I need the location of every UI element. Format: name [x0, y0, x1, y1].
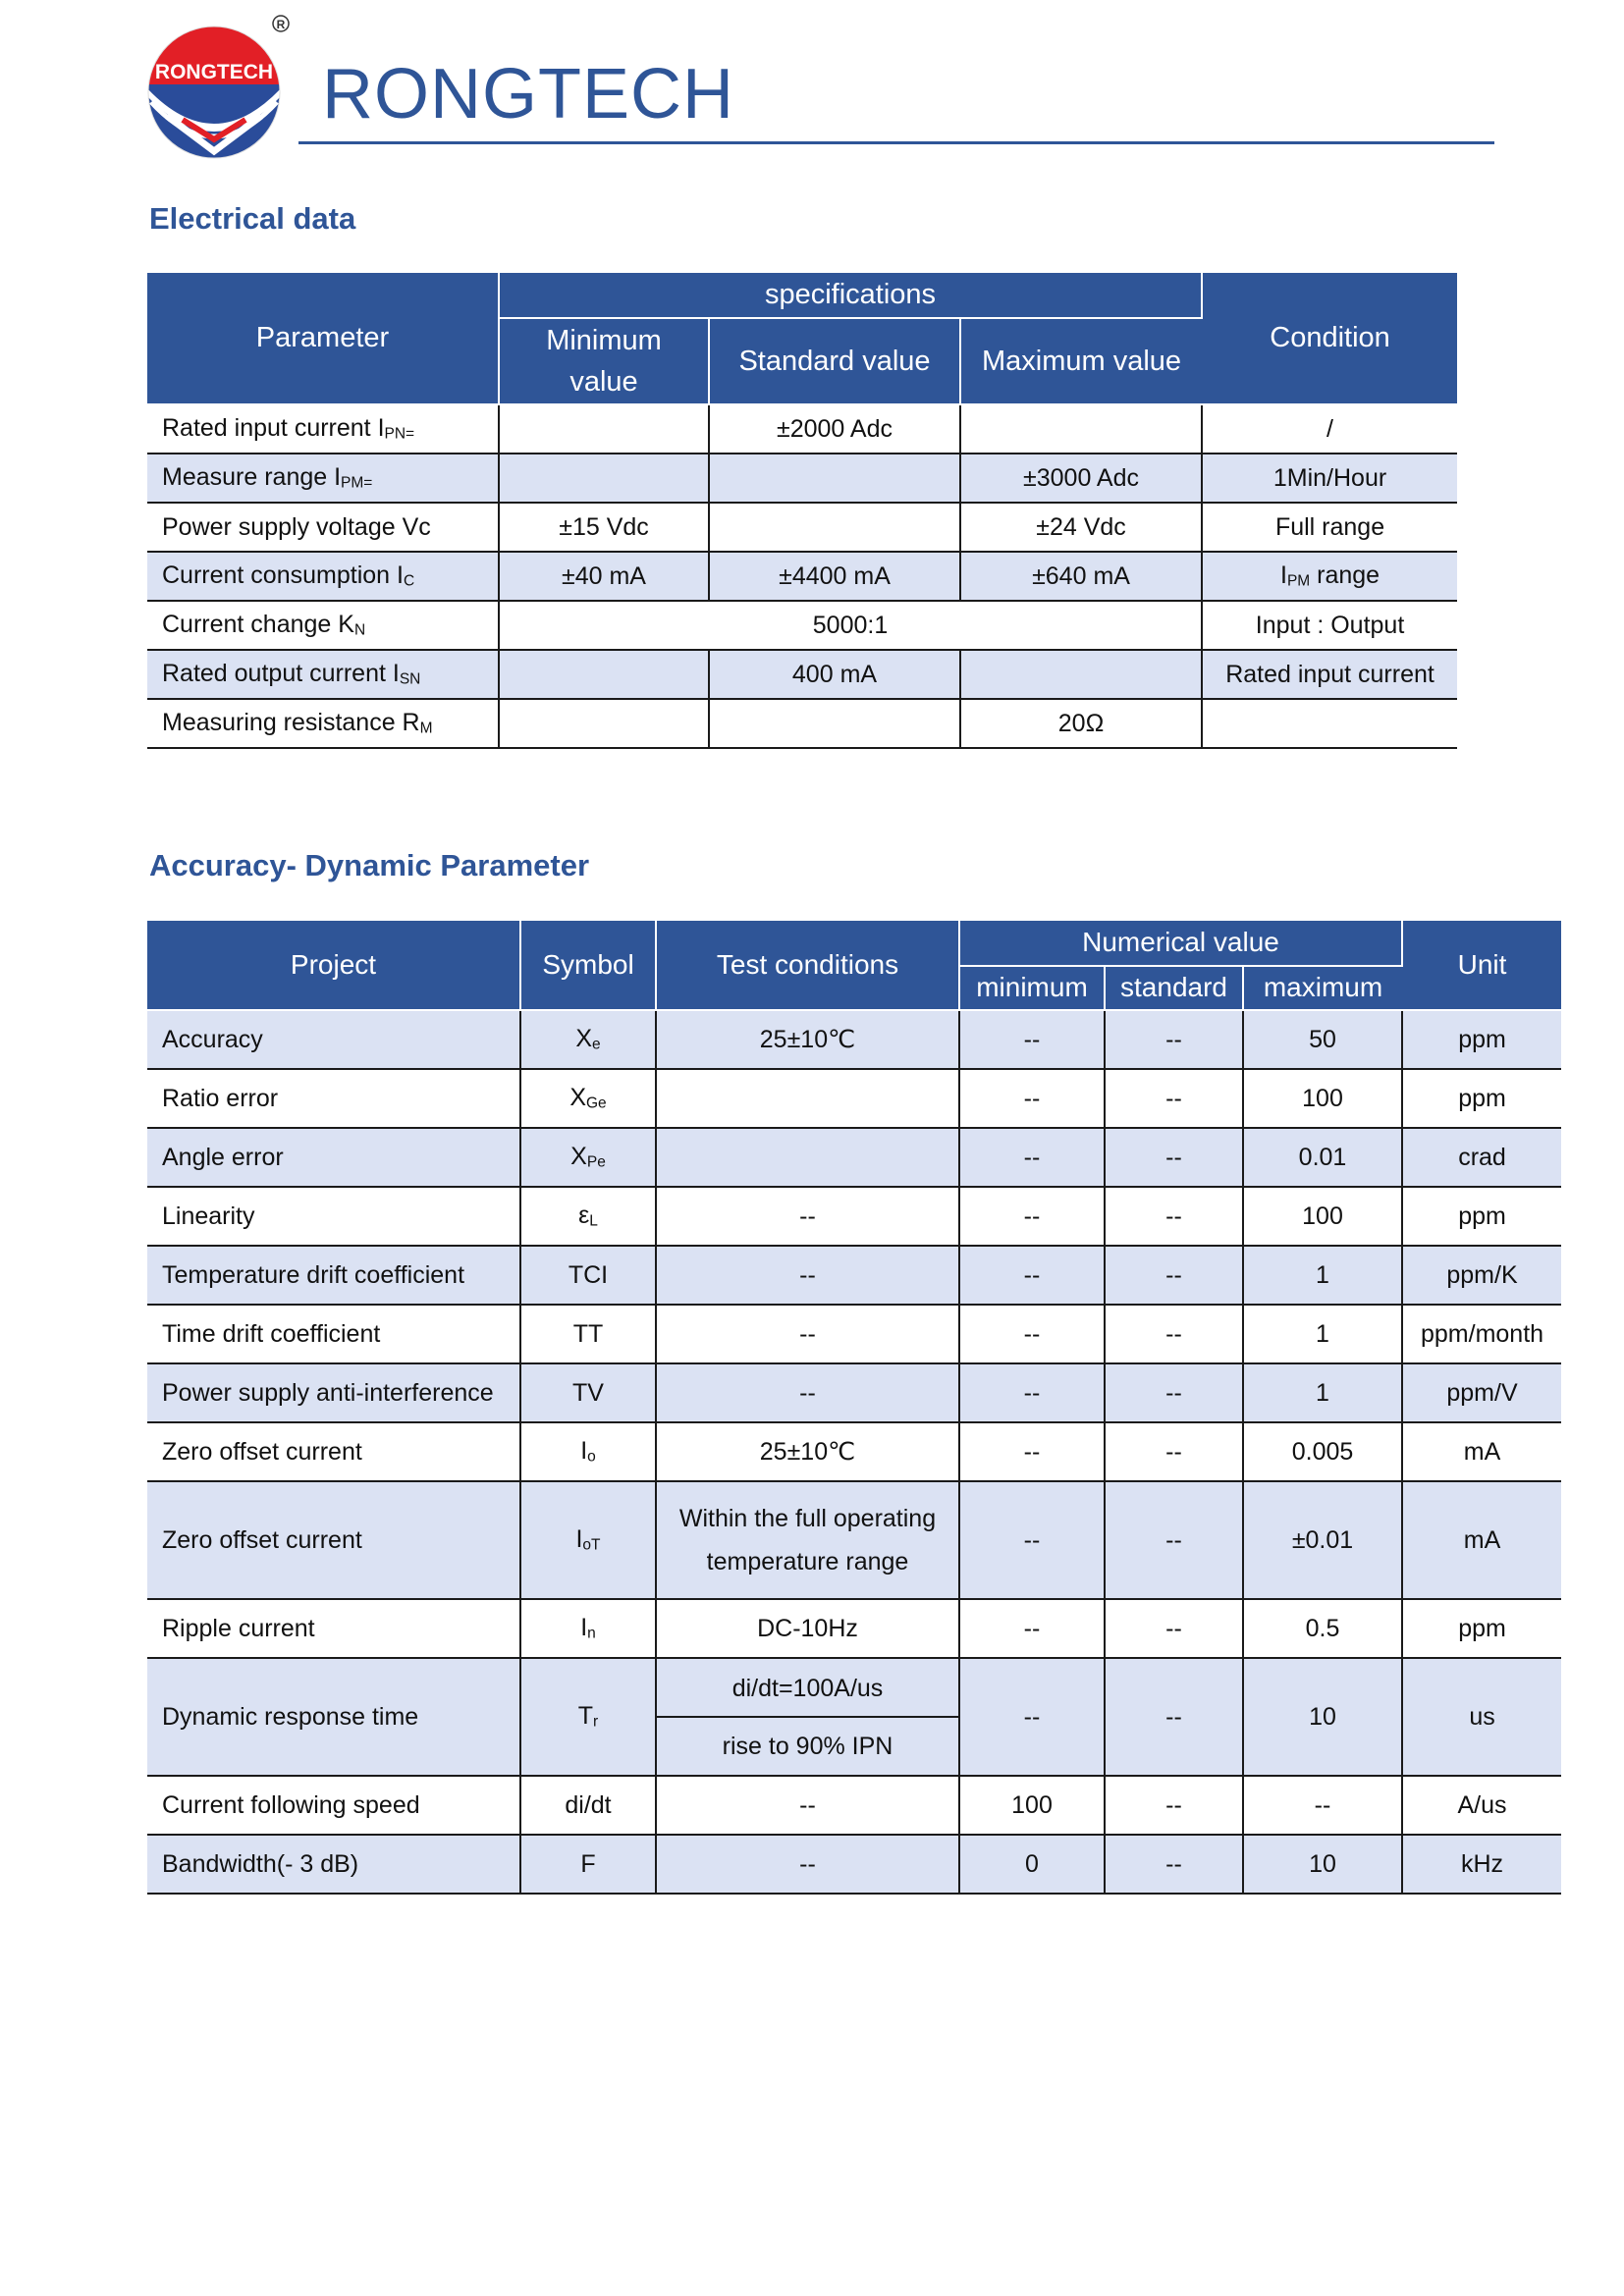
std-cell: --: [1105, 1128, 1243, 1187]
min-cell: --: [959, 1069, 1105, 1128]
max-cell: --: [1243, 1776, 1402, 1835]
condition-cell: [656, 1658, 959, 1776]
parameter-name: Current change K: [162, 611, 354, 639]
table-row: [147, 601, 1457, 650]
parameter-name: Power supply voltage Vc: [162, 512, 431, 541]
max-cell: 100: [1243, 1187, 1402, 1246]
max-cell: 10: [1243, 1835, 1402, 1894]
symbol-main: X: [575, 1025, 593, 1053]
header-maximum-value: Maximum value: [960, 318, 1202, 404]
condition-text: range: [1310, 561, 1380, 590]
symbol-main: ε: [578, 1201, 590, 1230]
std-cell: --: [1105, 1481, 1243, 1599]
symbol-cell: [520, 1128, 656, 1187]
max-cell: ±3000 Adc: [960, 454, 1202, 503]
condition-cell: --: [656, 1835, 959, 1894]
parameter-cell: [147, 699, 499, 748]
header-condition: Condition: [1202, 273, 1457, 404]
accuracy-dynamic-table: [147, 921, 1561, 1895]
std-cell: --: [1105, 1305, 1243, 1363]
electrical-data-title: Electrical data: [149, 201, 356, 236]
company-logo: [143, 14, 293, 159]
max-cell: 1: [1243, 1246, 1402, 1305]
min-cell: --: [959, 1422, 1105, 1481]
condition-cell: 25±10℃: [656, 1422, 959, 1481]
parameter-cell: [147, 404, 499, 454]
symbol-main: I: [580, 1437, 588, 1466]
std-cell: 400 mA: [709, 650, 960, 699]
max-cell: 1: [1243, 1363, 1402, 1422]
condition-cell: --: [656, 1246, 959, 1305]
min-cell: --: [959, 1599, 1105, 1658]
condition-symbol: I: [1279, 561, 1287, 590]
min-cell: --: [959, 1187, 1105, 1246]
symbol-main: I: [575, 1525, 583, 1554]
project-cell: Ratio error: [147, 1069, 520, 1128]
table-row: [147, 1481, 1561, 1599]
max-cell: 10: [1243, 1658, 1402, 1776]
std-cell: --: [1105, 1658, 1243, 1776]
table-row: [147, 1069, 1561, 1128]
unit-cell: ppm: [1402, 1187, 1561, 1246]
svg-text:RONGTECH: RONGTECH: [154, 61, 274, 83]
min-cell: --: [959, 1246, 1105, 1305]
std-cell: --: [1105, 1246, 1243, 1305]
header-specifications: specifications: [499, 273, 1202, 318]
symbol-cell: TT: [520, 1305, 656, 1363]
condition-cell: --: [656, 1305, 959, 1363]
merged-value-cell: 5000:1: [499, 601, 1202, 650]
parameter-name: Rated output current I: [162, 660, 400, 688]
symbol-main: T: [577, 1702, 594, 1731]
unit-cell: ppm/K: [1402, 1246, 1561, 1305]
max-cell: 100: [1243, 1069, 1402, 1128]
unit-cell: ppm/month: [1402, 1305, 1561, 1363]
condition-top: di/dt=100A/us: [657, 1659, 958, 1718]
project-cell: Bandwidth(- 3 dB): [147, 1835, 520, 1894]
unit-cell: ppm: [1402, 1069, 1561, 1128]
symbol-subscript: Pe: [586, 1153, 606, 1171]
std-cell: --: [1105, 1069, 1243, 1128]
table-row: [147, 404, 1457, 454]
min-cell: [499, 650, 709, 699]
max-cell: [960, 650, 1202, 699]
symbol-main: X: [569, 1084, 586, 1112]
header-divider: [298, 141, 1494, 144]
unit-cell: kHz: [1402, 1835, 1561, 1894]
min-cell: --: [959, 1010, 1105, 1069]
symbol-cell: F: [520, 1835, 656, 1894]
unit-cell: ppm: [1402, 1010, 1561, 1069]
symbol-cell: TV: [520, 1363, 656, 1422]
min-cell: [499, 699, 709, 748]
symbol-subscript: L: [589, 1212, 598, 1230]
condition-cell: [656, 1481, 959, 1599]
table-row: [147, 1599, 1561, 1658]
std-cell: --: [1105, 1776, 1243, 1835]
parameter-subscript: M: [419, 720, 433, 737]
parameter-cell: [147, 454, 499, 503]
header-parameter: Parameter: [147, 273, 499, 404]
table-row: [147, 552, 1457, 601]
table-row: [147, 503, 1457, 552]
header-unit: Unit: [1402, 921, 1561, 1010]
parameter-subscript: PN=: [384, 425, 415, 443]
symbol-main: I: [580, 1614, 588, 1642]
condition-cell: [656, 1069, 959, 1128]
header-symbol: Symbol: [520, 921, 656, 1010]
condition-cell: [656, 1128, 959, 1187]
table-row: [147, 650, 1457, 699]
table-row: [147, 699, 1457, 748]
min-cell: [499, 454, 709, 503]
max-cell: ±640 mA: [960, 552, 1202, 601]
parameter-name: Measuring resistance R: [162, 709, 420, 737]
symbol-subscript: r: [593, 1713, 599, 1731]
min-cell: 0: [959, 1835, 1105, 1894]
std-cell: --: [1105, 1187, 1243, 1246]
condition-cell: --: [656, 1776, 959, 1835]
max-cell: [960, 404, 1202, 454]
unit-cell: mA: [1402, 1422, 1561, 1481]
table-row: [147, 1422, 1561, 1481]
condition-cell: Full range: [1202, 503, 1457, 552]
svg-text:R: R: [276, 18, 286, 31]
project-cell: Accuracy: [147, 1010, 520, 1069]
min-cell: ±40 mA: [499, 552, 709, 601]
header-numerical-value: Numerical value: [959, 921, 1402, 966]
accuracy-dynamic-title: Accuracy- Dynamic Parameter: [149, 848, 590, 882]
unit-cell: mA: [1402, 1481, 1561, 1599]
min-cell: --: [959, 1363, 1105, 1422]
header-minimum: minimum: [959, 966, 1105, 1010]
table-row: [147, 1128, 1561, 1187]
std-cell: --: [1105, 1422, 1243, 1481]
table-row: [147, 1776, 1561, 1835]
unit-cell: ppm/V: [1402, 1363, 1561, 1422]
symbol-cell: [520, 1599, 656, 1658]
condition-bottom: rise to 90% IPN: [722, 1733, 893, 1760]
symbol-subscript: Ge: [586, 1095, 607, 1112]
parameter-subscript: PM=: [341, 474, 373, 492]
max-cell: ±0.01: [1243, 1481, 1402, 1599]
brand-name: RONGTECH: [322, 55, 734, 133]
parameter-cell: [147, 552, 499, 601]
table-row: [147, 1363, 1561, 1422]
std-cell: [709, 699, 960, 748]
symbol-cell: [520, 1422, 656, 1481]
condition-cell: 1Min/Hour: [1202, 454, 1457, 503]
std-cell: [709, 503, 960, 552]
parameter-name: Rated input current I: [162, 414, 385, 443]
unit-cell: crad: [1402, 1128, 1561, 1187]
min-cell: --: [959, 1305, 1105, 1363]
project-cell: Time drift coefficient: [147, 1305, 520, 1363]
condition-cell: 25±10℃: [656, 1010, 959, 1069]
table-row: [147, 1246, 1561, 1305]
parameter-name: Current consumption I: [162, 561, 404, 590]
condition-cell: DC-10Hz: [656, 1599, 959, 1658]
symbol-cell: [520, 1069, 656, 1128]
project-cell: Temperature drift coefficient: [147, 1246, 520, 1305]
table-row: [147, 1835, 1561, 1894]
max-cell: 50: [1243, 1010, 1402, 1069]
parameter-subscript: C: [403, 572, 415, 590]
project-cell: Dynamic response time: [147, 1658, 520, 1776]
project-cell: Linearity: [147, 1187, 520, 1246]
condition-cell: Rated input current: [1202, 650, 1457, 699]
condition-cell: [1202, 552, 1457, 601]
min-cell: [499, 404, 709, 454]
symbol-main: X: [570, 1143, 587, 1171]
project-cell: Zero offset current: [147, 1422, 520, 1481]
unit-cell: A/us: [1402, 1776, 1561, 1835]
parameter-cell: [147, 601, 499, 650]
std-cell: --: [1105, 1835, 1243, 1894]
header-minimum-value: Minimum value: [499, 318, 709, 404]
max-cell: 0.5: [1243, 1599, 1402, 1658]
symbol-subscript: e: [592, 1036, 601, 1053]
project-cell: Power supply anti-interference: [147, 1363, 520, 1422]
std-cell: ±4400 mA: [709, 552, 960, 601]
std-cell: [709, 454, 960, 503]
parameter-cell: [147, 503, 499, 552]
max-cell: 1: [1243, 1305, 1402, 1363]
header-standard-value: Standard value: [709, 318, 960, 404]
max-cell: 0.005: [1243, 1422, 1402, 1481]
condition-cell: Input : Output: [1202, 601, 1457, 650]
symbol-cell: [520, 1187, 656, 1246]
unit-cell: us: [1402, 1658, 1561, 1776]
condition-cell: --: [656, 1363, 959, 1422]
project-cell: Current following speed: [147, 1776, 520, 1835]
parameter-name: Measure range I: [162, 463, 342, 492]
min-cell: --: [959, 1658, 1105, 1776]
project-cell: Zero offset current: [147, 1481, 520, 1599]
header-maximum: maximum: [1243, 966, 1402, 1010]
parameter-subscript: SN: [399, 670, 421, 688]
table-row: [147, 1010, 1561, 1069]
logo-emblem-icon: [143, 14, 293, 159]
std-cell: --: [1105, 1599, 1243, 1658]
condition-subscript: PM: [1286, 572, 1311, 590]
project-cell: Ripple current: [147, 1599, 520, 1658]
parameter-cell: [147, 650, 499, 699]
condition-line: temperature range: [706, 1548, 909, 1575]
unit-cell: ppm: [1402, 1599, 1561, 1658]
symbol-cell: [520, 1010, 656, 1069]
project-cell: Angle error: [147, 1128, 520, 1187]
condition-line: Within the full operating: [678, 1505, 937, 1532]
header-project: Project: [147, 921, 520, 1010]
symbol-cell: TCI: [520, 1246, 656, 1305]
min-cell: ±15 Vdc: [499, 503, 709, 552]
condition-cell: /: [1202, 404, 1457, 454]
symbol-subscript: oT: [582, 1536, 601, 1554]
table-row: [147, 454, 1457, 503]
condition-cell: --: [656, 1187, 959, 1246]
std-cell: ±2000 Adc: [709, 404, 960, 454]
header-test-conditions: Test conditions: [656, 921, 959, 1010]
symbol-subscript: o: [587, 1448, 596, 1466]
table-row: [147, 1305, 1561, 1363]
max-cell: 0.01: [1243, 1128, 1402, 1187]
electrical-data-table: [147, 273, 1457, 749]
symbol-cell: [520, 1481, 656, 1599]
symbol-subscript: n: [587, 1625, 596, 1642]
table-row: [147, 1658, 1561, 1776]
header-standard: standard: [1105, 966, 1243, 1010]
max-cell: 20Ω: [960, 699, 1202, 748]
table-row: [147, 1187, 1561, 1246]
condition-cell: [1202, 699, 1457, 748]
symbol-cell: di/dt: [520, 1776, 656, 1835]
std-cell: --: [1105, 1363, 1243, 1422]
max-cell: ±24 Vdc: [960, 503, 1202, 552]
symbol-cell: [520, 1658, 656, 1776]
min-cell: --: [959, 1128, 1105, 1187]
min-cell: --: [959, 1481, 1105, 1599]
min-cell: 100: [959, 1776, 1105, 1835]
std-cell: --: [1105, 1010, 1243, 1069]
parameter-subscript: N: [353, 621, 366, 639]
